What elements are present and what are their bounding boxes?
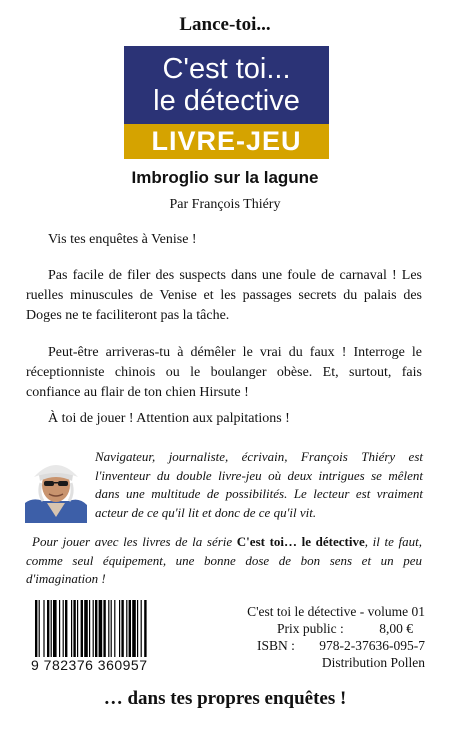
barcode-bar — [114, 600, 115, 658]
series-note — [26, 533, 422, 589]
isbn-row — [215, 637, 425, 654]
isbn-value: 978-2-37636-095-7 — [319, 638, 425, 653]
barcode-bar — [73, 600, 75, 658]
barcode-bar — [93, 600, 94, 658]
series-logo — [124, 46, 329, 159]
barcode-bar — [43, 600, 44, 658]
logo-line-3: LIVRE-JEU — [151, 126, 302, 156]
tagline: … dans tes propres enquêtes ! — [103, 688, 347, 709]
blurb-paragraph-4: À toi de jouer ! Attention aux palpitations ! — [48, 411, 290, 426]
author-photo — [25, 447, 87, 523]
barcode-bar — [89, 600, 90, 658]
barcode-bar — [126, 600, 127, 658]
logo-line-1: C'est toi... — [162, 53, 291, 85]
barcode-bar — [53, 600, 57, 658]
barcode-bar — [81, 600, 83, 658]
barcode-bar — [63, 600, 64, 658]
barcode-bar — [132, 600, 136, 658]
barcode-bar — [65, 600, 67, 658]
isbn-label: ISBN : — [257, 638, 295, 653]
price-row — [215, 620, 425, 637]
price-value: 8,00 € — [379, 621, 413, 636]
series-note-before: Pour jouer avec les livres de la série — [32, 534, 237, 549]
blurb-paragraph-1: Vis tes enquêtes à Venise ! — [48, 232, 197, 247]
book-author: Par François Thiéry — [169, 197, 281, 212]
logo-line-2: le détective — [153, 85, 300, 117]
barcode-bar — [144, 600, 146, 658]
barcode-bar — [47, 600, 49, 658]
barcode-bar — [35, 600, 37, 658]
barcode-bar — [119, 600, 120, 658]
series-name: C'est toi… le détective — [236, 534, 365, 549]
barcode-bar — [137, 600, 138, 658]
barcode-bar — [99, 600, 103, 658]
barcode-bar — [59, 600, 60, 658]
barcode-bar — [39, 600, 40, 658]
barcode-bar — [108, 600, 109, 658]
volume-label: C'est toi le détective - volume 01 — [247, 604, 425, 619]
author-bio: Navigateur, journaliste, écrivain, François Thiéry est l'inventeur du double livre-jeu où deux intrigues se mêlent dans une multitude de possibilités. Le lecteur est vraiment acteur de ce qu'il lit et donc de ce qu'il vit. — [95, 449, 423, 520]
barcode-bar — [51, 600, 52, 658]
series-header: Lance-toi... — [179, 14, 271, 35]
barcode-digits: 9 782376 360957 — [31, 657, 191, 673]
distribution-label: Distribution Pollen — [321, 655, 425, 670]
series-note-after: , il te faut, comme seul équipement, une bonne dose de bon sens et un peu d'imagination ! — [26, 534, 422, 586]
barcode-bar — [103, 600, 105, 658]
barcode-bar — [121, 600, 123, 658]
barcode-bar — [95, 600, 97, 658]
book-title: Imbroglio sur la lagune — [131, 168, 319, 187]
barcode-bar — [111, 600, 112, 658]
blurb-paragraph-2: Pas facile de filer des suspects dans une foule de carnaval ! Les ruelles minuscules de Venise et les passages secrets du palais des Doges ne te faciliteront pas la tâche. — [26, 268, 422, 323]
barcode-bar — [71, 600, 72, 658]
blurb-paragraph-3: Peut-être arriveras-tu à démêler le vrai du faux ! Interroge le réceptionniste chinois ou le boulanger obèse. Et, surtout, fais confiance au flair de ton chien Hirsute ! — [26, 345, 422, 400]
barcode-bar — [77, 600, 78, 658]
barcode-bar — [129, 600, 131, 658]
book-info — [215, 603, 425, 671]
barcode-bar — [84, 600, 88, 658]
price-label: Prix public : — [277, 621, 344, 636]
barcode-bar — [141, 600, 142, 658]
